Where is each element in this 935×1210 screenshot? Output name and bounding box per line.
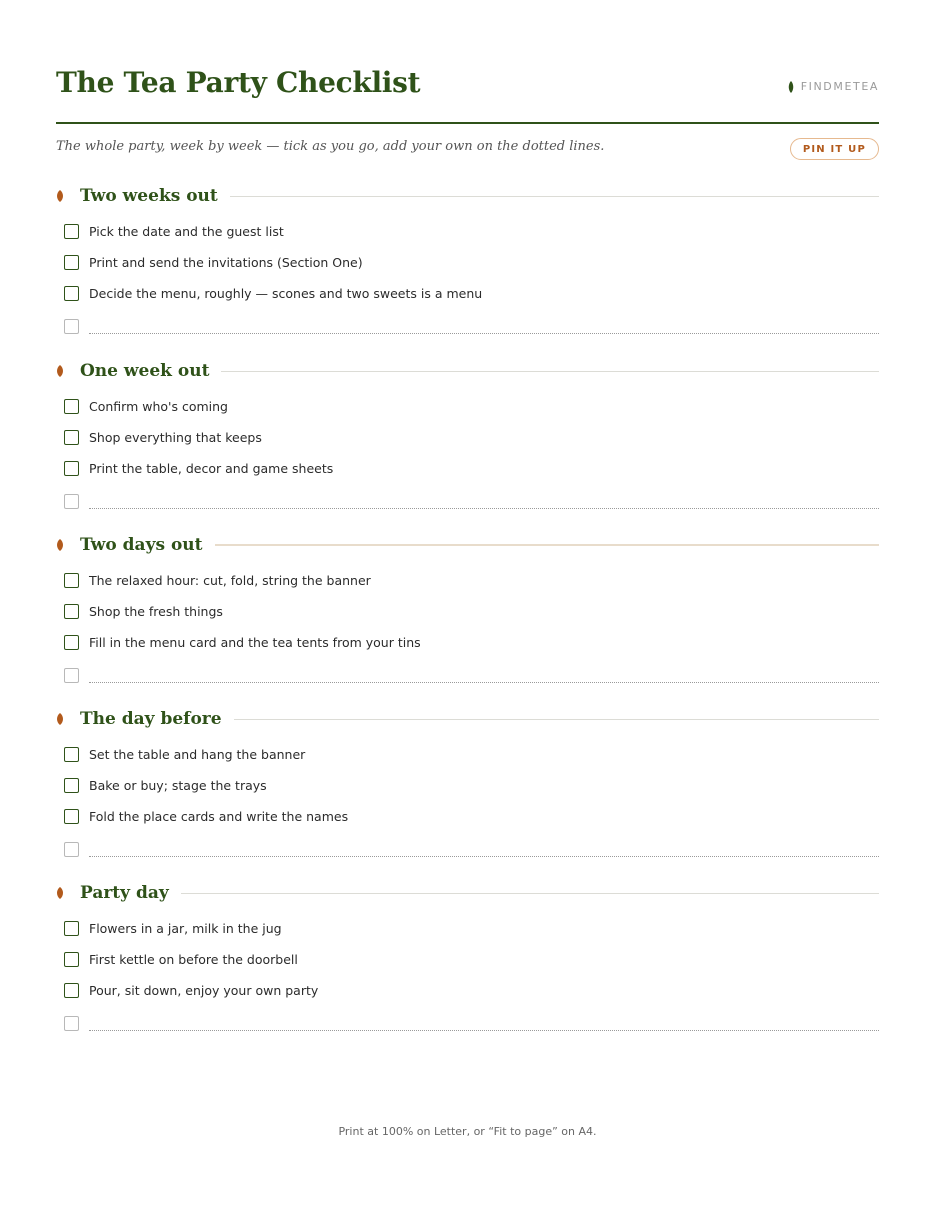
section-rule [221,371,879,372]
checkbox[interactable] [64,573,79,588]
dotted-write-in-line[interactable] [89,1030,879,1031]
section-one-week-out [56,357,879,518]
checklist-items [56,391,879,518]
checklist-items [56,739,879,866]
leaf-bullet-icon [56,713,64,725]
checkbox[interactable] [64,224,79,239]
blank-checkbox[interactable] [64,319,79,334]
leaf-bullet-icon [56,365,64,377]
item-label: Flowers in a jar, milk in the jug [89,921,282,936]
dotted-write-in-line[interactable] [89,682,879,683]
checkbox[interactable] [64,461,79,476]
checklist-item [56,391,879,422]
brand [788,80,879,93]
brand-name: FINDMETEA [800,80,879,93]
item-label: Bake or buy; stage the trays [89,778,267,793]
section-rule [230,196,879,197]
section-title: Party day [80,883,169,903]
blank-checklist-item [56,309,879,343]
item-label: First kettle on before the doorbell [89,952,298,967]
dotted-write-in-line[interactable] [89,856,879,857]
section-header [56,879,879,907]
blank-checkbox[interactable] [64,668,79,683]
dotted-write-in-line[interactable] [89,508,879,509]
checkbox[interactable] [64,286,79,301]
item-label: Decide the menu, roughly — scones and two sweets is a menu [89,286,483,301]
checklist-item [56,944,879,975]
section-two-days-out [56,531,879,692]
page-title: The Tea Party Checklist [56,66,421,99]
item-label: Pour, sit down, enjoy your own party [89,983,319,998]
item-label: Fold the place cards and write the names [89,809,349,824]
checklist-item [56,913,879,944]
checklist-items [56,565,879,692]
section-title: One week out [80,361,210,381]
checklist-items [56,913,879,1040]
item-label: Print and send the invitations (Section One) [89,255,363,270]
checklist-item [56,770,879,801]
checklist-item [56,216,879,247]
blank-checkbox[interactable] [64,494,79,509]
blank-checklist-item [56,832,879,866]
section-rule [234,719,879,720]
section-title: Two days out [80,535,203,555]
checkbox[interactable] [64,747,79,762]
item-label: Fill in the menu card and the tea tents from your tins [89,635,421,650]
blank-checklist-item [56,658,879,692]
item-label: Shop the fresh things [89,604,223,619]
leaf-bullet-icon [56,539,64,551]
blank-checkbox[interactable] [64,1016,79,1031]
section-header [56,182,879,210]
checklist-item [56,627,879,658]
dotted-write-in-line[interactable] [89,333,879,334]
checklist-item [56,801,879,832]
blank-checklist-item [56,1006,879,1040]
item-label: Pick the date and the guest list [89,224,284,239]
print-instructions: Print at 100% on Letter, or “Fit to page” on A4. [338,1125,597,1138]
item-label: Set the table and hang the banner [89,747,306,762]
section-title: Two weeks out [80,186,218,206]
leaf-bullet-icon [56,190,64,202]
item-label: The relaxed hour: cut, fold, string the banner [89,573,371,588]
checklist-item [56,278,879,309]
section-header [56,357,879,385]
section-header [56,531,879,559]
leaf-icon [788,81,794,93]
checkbox[interactable] [64,604,79,619]
checkbox[interactable] [64,778,79,793]
checklist-item [56,422,879,453]
checkbox[interactable] [64,809,79,824]
page-subtitle: The whole party, week by week — tick as you go, add your own on the dotted lines. [56,139,605,154]
pin-it-up-button[interactable]: PIN IT UP [790,138,879,160]
checkbox[interactable] [64,430,79,445]
checkbox[interactable] [64,255,79,270]
section-title: The day before [80,709,222,729]
item-label: Confirm who's coming [89,399,228,414]
blank-checklist-item [56,484,879,518]
checkbox[interactable] [64,399,79,414]
checklist-item [56,247,879,278]
checkbox[interactable] [64,952,79,967]
item-label: Print the table, decor and game sheets [89,461,334,476]
checklist-item [56,596,879,627]
checkbox[interactable] [64,921,79,936]
checklist-item [56,453,879,484]
section-the-day-before [56,705,879,866]
section-rule [215,544,880,546]
section-two-weeks-out [56,182,879,343]
blank-checkbox[interactable] [64,842,79,857]
checkbox[interactable] [64,635,79,650]
section-party-day [56,879,879,1040]
checkbox[interactable] [64,983,79,998]
checklist-items [56,216,879,343]
checklist-item [56,975,879,1006]
leaf-bullet-icon [56,887,64,899]
page-header [56,66,879,124]
item-label: Shop everything that keeps [89,430,262,445]
section-rule [181,893,879,894]
section-header [56,705,879,733]
checklist-item [56,565,879,596]
checklist-item [56,739,879,770]
